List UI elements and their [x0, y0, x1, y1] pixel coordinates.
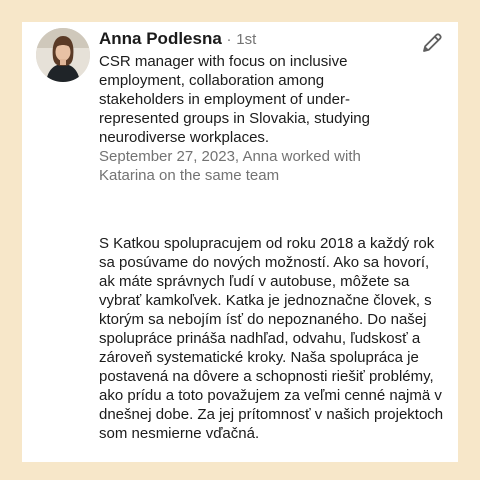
recommendation-card [22, 22, 458, 462]
edit-button[interactable] [420, 31, 444, 55]
author-headline: CSR manager with focus on inclusive employment, collaboration among stakeholders in employment of under-represented groups in Slovakia, studying neurodiverse workplaces. [99, 53, 370, 146]
author-name[interactable]: Anna Podlesna [99, 29, 222, 48]
connection-degree: 1st [236, 31, 257, 48]
pencil-icon [420, 31, 444, 55]
author-name-row [99, 28, 256, 51]
recommendation-text: S Katkou spolupracujem od roku 2018 a každý rok sa posúvame do nových možností. Ako sa hovorí, ak máte správnych ľudí v autobuse, môžete sa vybrať kamkoľvek. Katka je jednoznačne človek, s ktorým sa nebojím ísť do nepoznaného. Do našej spolupráce prináša nadhľad, odvahu, ľudskosť a zároveň systematické kroky. Naša spolupráca je postavená na dôvere a schopnosti riešiť problémy, ako prídu a toto považujem za veľmi cenné najmä v dnešnej dobe. Za jej prítomnosť v našich projektoch som nesmierne vďačná. [99, 235, 444, 442]
recommendation-meta: September 27, 2023, Anna worked with Katarina on the same team [99, 148, 361, 184]
name-separator: · [226, 31, 232, 48]
avatar-photo [36, 28, 90, 82]
avatar[interactable] [36, 28, 90, 82]
